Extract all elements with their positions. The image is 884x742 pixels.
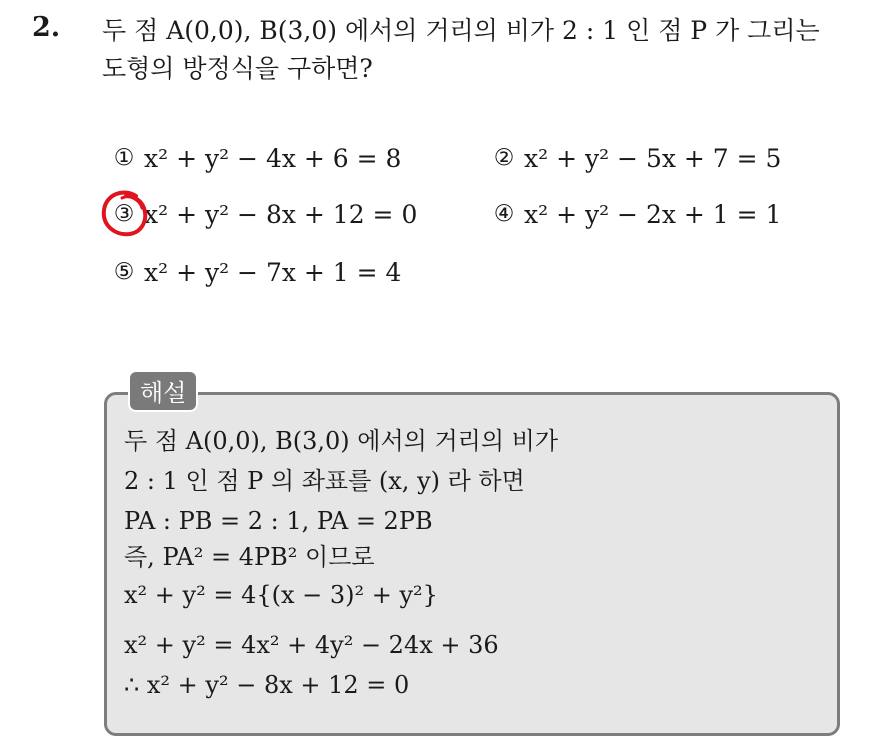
choice-4-mark: ④ [493, 201, 515, 227]
question-number: 2. [32, 12, 61, 43]
solution-line: x² + y² = 4x² + 4y² − 24x + 36 [124, 631, 499, 659]
solution-line: PA : PB = 2 : 1, PA = 2PB [124, 507, 433, 535]
choice-5-equation: x² + y² − 7x + 1 = 4 [144, 257, 402, 287]
question-text-line-2: 도형의 방정식을 구하면? [102, 54, 373, 83]
solution-line: x² + y² = 4{(x − 3)² + y²} [124, 581, 438, 609]
answer-circle-mark [96, 186, 152, 242]
solution-line: 즉, PA² = 4PB² 이므로 [124, 543, 375, 571]
solution-tag: 해설 [128, 370, 198, 412]
choice-1-equation: x² + y² − 4x + 6 = 8 [144, 143, 402, 173]
choice-1[interactable] [104, 138, 401, 178]
solution-line: 2 : 1 인 점 P 의 좌표를 (x, y) 라 하면 [124, 467, 525, 495]
choice-2-mark: ② [493, 145, 515, 171]
choice-2-equation: x² + y² − 5x + 7 = 5 [524, 143, 782, 173]
solution-line: 두 점 A(0,0), B(3,0) 에서의 거리의 비가 [124, 427, 558, 455]
choice-3-equation: x² + y² − 8x + 12 = 0 [144, 199, 418, 229]
question-text-line-1: 두 점 A(0,0), B(3,0) 에서의 거리의 비가 2 : 1 인 점 P 가 그리는 [102, 16, 820, 45]
choice-5-mark: ⑤ [113, 259, 135, 285]
choice-1-mark: ① [113, 145, 135, 171]
solution-line: ∴ x² + y² − 8x + 12 = 0 [124, 671, 410, 699]
choice-2[interactable] [484, 138, 781, 178]
choice-4[interactable] [484, 194, 781, 234]
choice-5[interactable] [104, 252, 401, 292]
choice-4-equation: x² + y² − 2x + 1 = 1 [524, 199, 782, 229]
choice-3-mark: ③ [113, 201, 135, 227]
